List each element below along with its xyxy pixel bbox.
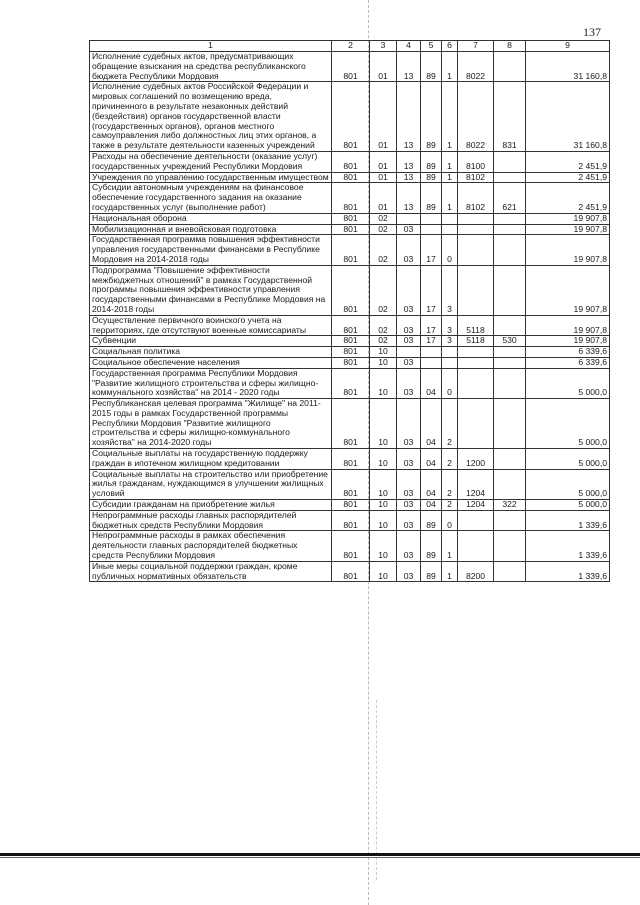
cell-c9: 19 907,8 — [526, 235, 610, 265]
row-name: Иные меры социальной поддержки граждан, кроме публичных нормативных обязательств — [90, 561, 332, 582]
cell-c3: 01 — [370, 151, 397, 172]
cell-c5: 04 — [421, 449, 442, 470]
cell-c5: 89 — [421, 82, 442, 152]
cell-c2: 801 — [332, 469, 370, 499]
row-name: Субсидии гражданам на приобретение жилья — [90, 500, 332, 511]
table-row — [90, 469, 610, 499]
cell-c9: 19 907,8 — [526, 265, 610, 315]
cell-c2: 801 — [332, 500, 370, 511]
cell-c7: 5118 — [458, 336, 494, 347]
table-header-row — [90, 41, 610, 52]
row-name: Мобилизационная и вневойсковая подготовка — [90, 224, 332, 235]
cell-c8: 831 — [494, 82, 526, 152]
row-name: Исполнение судебных актов, предусматривающих обращение взыскания на средства республиканского бюджета Республики Мордовия — [90, 52, 332, 82]
cell-c4: 03 — [397, 235, 421, 265]
cell-c8 — [494, 315, 526, 336]
cell-c9: 1 339,6 — [526, 510, 610, 531]
cell-c5: 17 — [421, 336, 442, 347]
table-row — [90, 213, 610, 224]
cell-c8 — [494, 399, 526, 449]
row-name: Государственная программа Республики Мордовия "Развитие жилищного строительства и сферы жилищно-коммунального хозяйства" на 2014 - 2020 годы — [90, 368, 332, 398]
cell-c6 — [442, 357, 458, 368]
cell-c2: 801 — [332, 336, 370, 347]
cell-c4: 03 — [397, 315, 421, 336]
cell-c9: 5 000,0 — [526, 500, 610, 511]
cell-c7: 8022 — [458, 52, 494, 82]
cell-c8 — [494, 510, 526, 531]
cell-c4: 03 — [397, 500, 421, 511]
row-name: Непрограммные расходы в рамках обеспечения деятельности главных распорядителей бюджетных средств Республики Мордовия — [90, 531, 332, 561]
column-header-9: 9 — [526, 41, 610, 52]
column-header-6: 6 — [442, 41, 458, 52]
bottom-border — [0, 853, 640, 856]
cell-c8 — [494, 151, 526, 172]
table-row — [90, 82, 610, 152]
cell-c7 — [458, 213, 494, 224]
cell-c4: 03 — [397, 336, 421, 347]
table-row — [90, 357, 610, 368]
bottom-border-thin — [0, 857, 640, 858]
cell-c7 — [458, 368, 494, 398]
cell-c5 — [421, 224, 442, 235]
table-row — [90, 151, 610, 172]
cell-c9: 2 451,9 — [526, 151, 610, 172]
row-name: Субвенции — [90, 336, 332, 347]
cell-c5: 89 — [421, 531, 442, 561]
cell-c5: 89 — [421, 52, 442, 82]
cell-c5 — [421, 357, 442, 368]
cell-c7: 5118 — [458, 315, 494, 336]
column-header-2: 2 — [332, 41, 370, 52]
cell-c4: 13 — [397, 172, 421, 183]
cell-c2: 801 — [332, 315, 370, 336]
cell-c5: 89 — [421, 561, 442, 582]
cell-c3: 10 — [370, 368, 397, 398]
table-row — [90, 399, 610, 449]
table-row — [90, 235, 610, 265]
cell-c2: 801 — [332, 172, 370, 183]
cell-c2: 801 — [332, 82, 370, 152]
cell-c2: 801 — [332, 52, 370, 82]
cell-c8 — [494, 347, 526, 358]
cell-c6: 1 — [442, 172, 458, 183]
cell-c9: 31 160,8 — [526, 82, 610, 152]
cell-c4: 03 — [397, 265, 421, 315]
cell-c4: 03 — [397, 449, 421, 470]
cell-c3: 10 — [370, 469, 397, 499]
cell-c6: 3 — [442, 265, 458, 315]
cell-c3: 01 — [370, 52, 397, 82]
cell-c9: 19 907,8 — [526, 224, 610, 235]
cell-c3: 10 — [370, 449, 397, 470]
cell-c5: 04 — [421, 500, 442, 511]
cell-c9: 2 451,9 — [526, 172, 610, 183]
row-name: Расходы на обеспечение деятельности (оказание услуг) государственных учреждений Республики Мордовия — [90, 151, 332, 172]
row-name: Социальная политика — [90, 347, 332, 358]
cell-c3: 02 — [370, 224, 397, 235]
table-body — [90, 52, 610, 582]
cell-c9: 19 907,8 — [526, 213, 610, 224]
cell-c3: 02 — [370, 235, 397, 265]
cell-c8 — [494, 531, 526, 561]
cell-c9: 2 451,9 — [526, 183, 610, 213]
cell-c9: 5 000,0 — [526, 399, 610, 449]
cell-c9: 5 000,0 — [526, 449, 610, 470]
cell-c6: 0 — [442, 510, 458, 531]
row-name: Социальные выплаты на государственную поддержку граждан в ипотечном жилищном кредитовании — [90, 449, 332, 470]
cell-c6 — [442, 347, 458, 358]
cell-c4: 13 — [397, 151, 421, 172]
cell-c4: 13 — [397, 52, 421, 82]
cell-c8: 322 — [494, 500, 526, 511]
cell-c9: 1 339,6 — [526, 561, 610, 582]
table-row — [90, 561, 610, 582]
cell-c8 — [494, 469, 526, 499]
cell-c6: 2 — [442, 399, 458, 449]
cell-c5: 89 — [421, 151, 442, 172]
table-row — [90, 224, 610, 235]
cell-c4 — [397, 347, 421, 358]
cell-c2: 801 — [332, 224, 370, 235]
cell-c3: 01 — [370, 183, 397, 213]
cell-c9: 31 160,8 — [526, 52, 610, 82]
cell-c8 — [494, 357, 526, 368]
cell-c2: 801 — [332, 357, 370, 368]
cell-c8 — [494, 224, 526, 235]
cell-c5: 89 — [421, 172, 442, 183]
row-name: Исполнение судебных актов Российской Федерации и мировых соглашений по возмещению вреда, причиненного в результате незаконных действий (бездействия) органов государственной власти (государственных органов), органов местного самоуправления либо должностных лиц этих органов, а также в результате деятельности казенных учреждений — [90, 82, 332, 152]
cell-c9: 5 000,0 — [526, 469, 610, 499]
cell-c4: 03 — [397, 469, 421, 499]
cell-c6: 0 — [442, 368, 458, 398]
cell-c7 — [458, 224, 494, 235]
cell-c9: 6 339,6 — [526, 347, 610, 358]
cell-c5: 89 — [421, 183, 442, 213]
cell-c3: 02 — [370, 315, 397, 336]
cell-c3: 10 — [370, 357, 397, 368]
table-row — [90, 510, 610, 531]
cell-c3: 02 — [370, 336, 397, 347]
cell-c8 — [494, 213, 526, 224]
table-row — [90, 183, 610, 213]
cell-c8 — [494, 265, 526, 315]
cell-c6: 1 — [442, 531, 458, 561]
cell-c6: 1 — [442, 183, 458, 213]
cell-c6: 1 — [442, 561, 458, 582]
table-row — [90, 315, 610, 336]
table-row — [90, 531, 610, 561]
cell-c6: 1 — [442, 151, 458, 172]
row-name: Учреждения по управлению государственным имуществом — [90, 172, 332, 183]
row-name: Государственная программа повышения эффективности управления государственными финансами в Республике Мордовия на 2014-2018 годы — [90, 235, 332, 265]
cell-c2: 801 — [332, 213, 370, 224]
cell-c7 — [458, 510, 494, 531]
cell-c4: 03 — [397, 510, 421, 531]
column-header-1: 1 — [90, 41, 332, 52]
cell-c4: 03 — [397, 531, 421, 561]
cell-c5: 17 — [421, 315, 442, 336]
cell-c8: 621 — [494, 183, 526, 213]
cell-c2: 801 — [332, 561, 370, 582]
cell-c7: 1204 — [458, 500, 494, 511]
cell-c3: 01 — [370, 82, 397, 152]
cell-c2: 801 — [332, 347, 370, 358]
cell-c5 — [421, 347, 442, 358]
cell-c8 — [494, 235, 526, 265]
cell-c6: 3 — [442, 315, 458, 336]
row-name: Национальная оборона — [90, 213, 332, 224]
cell-c4: 03 — [397, 368, 421, 398]
cell-c7 — [458, 399, 494, 449]
column-header-4: 4 — [397, 41, 421, 52]
cell-c2: 801 — [332, 151, 370, 172]
cell-c7 — [458, 531, 494, 561]
cell-c3: 10 — [370, 347, 397, 358]
cell-c3: 10 — [370, 500, 397, 511]
cell-c8 — [494, 52, 526, 82]
table-row — [90, 172, 610, 183]
row-name: Республиканская целевая программа "Жилище" на 2011-2015 годы в рамках Государственной программы Республики Мордовия "Развитие жилищного строительства и сферы жилищно-коммунального хозяйства" на 2014-2020 годы — [90, 399, 332, 449]
cell-c9: 5 000,0 — [526, 368, 610, 398]
cell-c2: 801 — [332, 183, 370, 213]
cell-c8 — [494, 368, 526, 398]
cell-c5: 17 — [421, 235, 442, 265]
cell-c9: 19 907,8 — [526, 336, 610, 347]
cell-c2: 801 — [332, 531, 370, 561]
column-header-3: 3 — [370, 41, 397, 52]
row-name: Осуществление первичного воинского учета на территориях, где отсутствуют военные комиссариаты — [90, 315, 332, 336]
cell-c7: 8022 — [458, 82, 494, 152]
cell-c4: 03 — [397, 224, 421, 235]
cell-c7: 8102 — [458, 183, 494, 213]
cell-c7 — [458, 357, 494, 368]
cell-c6: 2 — [442, 500, 458, 511]
table-row — [90, 449, 610, 470]
table-row — [90, 52, 610, 82]
cell-c4: 13 — [397, 82, 421, 152]
cell-c9: 19 907,8 — [526, 315, 610, 336]
column-header-8: 8 — [494, 41, 526, 52]
table-row — [90, 265, 610, 315]
table-row — [90, 500, 610, 511]
cell-c7 — [458, 347, 494, 358]
cell-c4: 03 — [397, 561, 421, 582]
cell-c3: 02 — [370, 265, 397, 315]
cell-c8 — [494, 172, 526, 183]
column-header-5: 5 — [421, 41, 442, 52]
cell-c8: 530 — [494, 336, 526, 347]
cell-c3: 10 — [370, 531, 397, 561]
cell-c5: 89 — [421, 510, 442, 531]
column-header-7: 7 — [458, 41, 494, 52]
page-number: 137 — [583, 25, 601, 39]
cell-c3: 10 — [370, 561, 397, 582]
cell-c6: 1 — [442, 82, 458, 152]
cell-c5 — [421, 213, 442, 224]
table-row — [90, 347, 610, 358]
cell-c7: 8102 — [458, 172, 494, 183]
cell-c7: 8200 — [458, 561, 494, 582]
cell-c6: 0 — [442, 235, 458, 265]
row-name: Субсидии автономным учреждениям на финансовое обеспечение государственного задания на оказание государственных услуг (выполнение работ) — [90, 183, 332, 213]
cell-c2: 801 — [332, 265, 370, 315]
cell-c7: 1200 — [458, 449, 494, 470]
cell-c9: 1 339,6 — [526, 531, 610, 561]
cell-c5: 04 — [421, 399, 442, 449]
cell-c2: 801 — [332, 399, 370, 449]
cell-c7 — [458, 265, 494, 315]
cell-c9: 6 339,6 — [526, 357, 610, 368]
cell-c8 — [494, 561, 526, 582]
cell-c5: 04 — [421, 368, 442, 398]
cell-c4: 03 — [397, 357, 421, 368]
row-name: Социальные выплаты на строительство или приобретение жилья гражданам, нуждающимся в улучшении жилищных условий — [90, 469, 332, 499]
table-row — [90, 368, 610, 398]
cell-c6: 1 — [442, 52, 458, 82]
cell-c8 — [494, 449, 526, 470]
cell-c2: 801 — [332, 235, 370, 265]
cell-c2: 801 — [332, 510, 370, 531]
cell-c3: 10 — [370, 510, 397, 531]
row-name: Подпрограмма "Повышение эффективности межбюджетных отношений" в рамках Государственной программы повышения эффективности управления государственными финансами в Республике Мордовия на 2014-2018 годы — [90, 265, 332, 315]
cell-c2: 801 — [332, 368, 370, 398]
cell-c7: 1204 — [458, 469, 494, 499]
cell-c3: 02 — [370, 213, 397, 224]
cell-c7: 8100 — [458, 151, 494, 172]
cell-c6: 3 — [442, 336, 458, 347]
cell-c5: 04 — [421, 469, 442, 499]
cell-c6 — [442, 224, 458, 235]
cell-c4: 03 — [397, 399, 421, 449]
cell-c7 — [458, 235, 494, 265]
cell-c5: 17 — [421, 265, 442, 315]
cell-c6 — [442, 213, 458, 224]
cell-c3: 10 — [370, 399, 397, 449]
cell-c4 — [397, 213, 421, 224]
cell-c3: 01 — [370, 172, 397, 183]
row-name: Непрограммные расходы главных распорядителей бюджетных средств Республики Мордовия — [90, 510, 332, 531]
row-name: Социальное обеспечение населения — [90, 357, 332, 368]
cell-c6: 2 — [442, 449, 458, 470]
cell-c6: 2 — [442, 469, 458, 499]
budget-table — [89, 40, 610, 582]
cell-c2: 801 — [332, 449, 370, 470]
table-row — [90, 336, 610, 347]
cell-c4: 13 — [397, 183, 421, 213]
